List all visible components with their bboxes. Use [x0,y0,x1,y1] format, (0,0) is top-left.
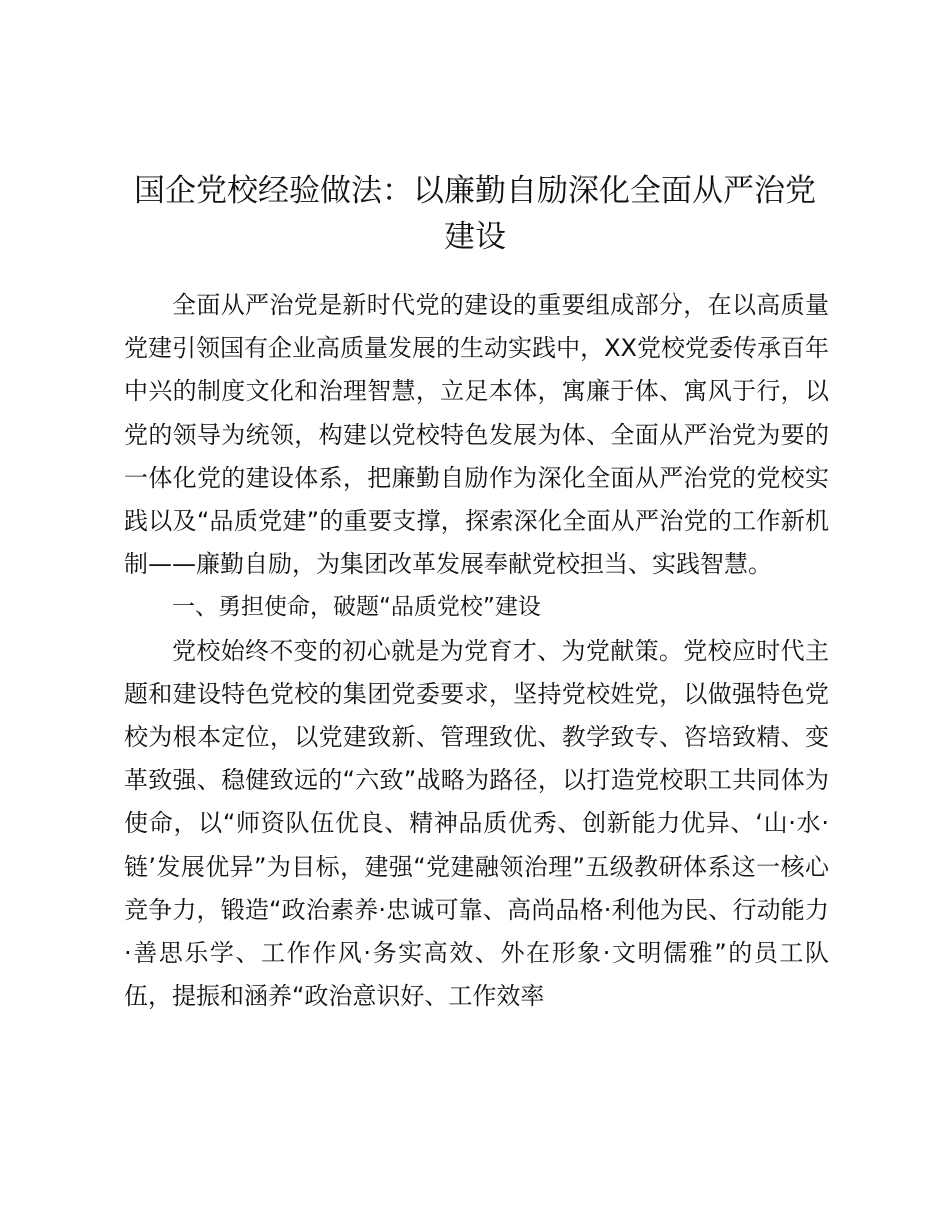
document-title: 国企党校经验做法：以廉勤自励深化全面从严治党建设 [134,173,816,255]
section-1-paragraph: 党校始终不变的初心就是为党育才、为党献策。党校应时代主题和建设特色党校的集团党委要求，坚持党校姓党，以做强特色党校为根本定位，以党建致新、管理致优、教学致专、咨培致精、变革致强、稳健致远的“六致”战略为路径，以打造党校职工共同体为使命，以“师资队伍优良、精神品质优秀、创新能力优异、‘山·水·链’发展优异”为目标，建强“党建融领治理”五级教研体系这一核心竞争力，锻造“政治素养·忠诚可靠、高尚品格·利他为民、行动能力·善思乐学、工作作风·务实高效、外在形象·文明儒雅”的员工队伍，提振和涵养“政治意识好、工作效率 [124,636,829,1011]
section-heading-1: 一、勇担使命，破题“品质党校”建设 [172,594,541,621]
intro-paragraph: 全面从严治党是新时代党的建设的重要组成部分，在以高质量党建引领国有企业高质量发展的生动实践中，XX党校党委传承百年中兴的制度文化和治理智慧，立足本体，寓廉于体、寓风于行，以党的领导为统领，构建以党校特色发展为体、全面从严治党为要的一体化党的建设体系，把廉勤自励作为深化全面从严治党的党校实践以及“品质党建”的重要支撑，探索深化全面从严治党的工作新机制——廉勤自励，为集团改革发展奉献党校担当、实践智慧。 [124,291,829,579]
document-body [124,284,829,1018]
